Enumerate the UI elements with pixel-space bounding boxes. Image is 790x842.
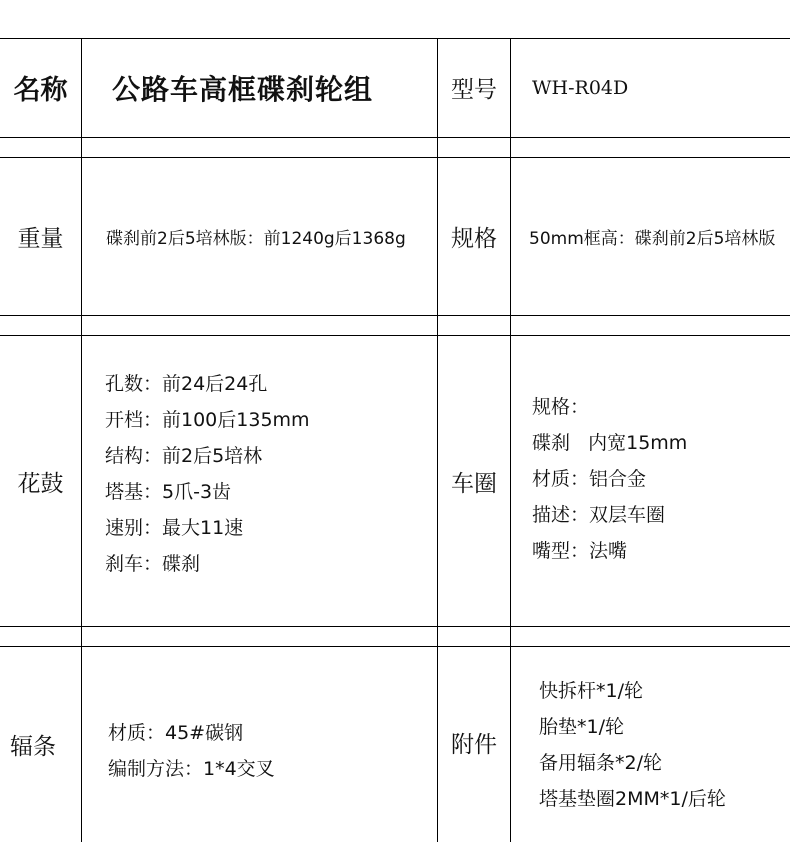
accessory-label: 附件 xyxy=(451,731,497,758)
spec-value-cell xyxy=(511,158,790,315)
hub-specs-list xyxy=(105,358,435,590)
list-item: 快拆杆*1/轮 xyxy=(539,680,643,702)
row-divider xyxy=(0,626,790,627)
list-item: 碟刹 内宽15mm xyxy=(532,432,688,454)
hub-label-cell xyxy=(0,336,81,626)
list-item: 规格： xyxy=(532,396,590,418)
list-item: 描述：双层车圈 xyxy=(532,504,666,526)
model-label: 型号 xyxy=(451,77,497,103)
list-item: 孔数：前24后24孔 xyxy=(105,373,268,395)
list-item: 速别：最大11速 xyxy=(105,517,244,539)
spec-label-cell xyxy=(438,158,510,315)
list-item: 胎垫*1/轮 xyxy=(539,716,624,738)
list-item: 结构：前2后5培林 xyxy=(105,445,263,467)
rim-label-cell xyxy=(438,336,510,626)
accessory-label-cell xyxy=(438,647,510,837)
name-value-cell xyxy=(82,38,437,137)
list-item: 开档：前100后135mm xyxy=(105,409,310,431)
name-label: 名称 xyxy=(13,75,68,106)
weight-value-cell xyxy=(82,158,437,315)
list-item: 备用辐条*2/轮 xyxy=(539,752,662,774)
row-divider xyxy=(0,646,790,647)
list-item: 材质：45#碳钢 xyxy=(108,722,244,744)
weight-label-cell xyxy=(0,158,81,315)
spec-label: 规格 xyxy=(451,226,497,252)
list-item: 嘴型：法嘴 xyxy=(532,540,628,562)
spoke-label-cell xyxy=(0,647,66,842)
list-item: 塔基：5爪-3齿 xyxy=(105,481,232,503)
spoke-label: 辐条 xyxy=(10,734,56,760)
hub-label: 花鼓 xyxy=(17,470,64,497)
row-divider xyxy=(0,137,790,138)
list-item: 塔基垫圈2MM*1/后轮 xyxy=(539,788,726,810)
weight-label: 重量 xyxy=(17,226,64,252)
model-value-cell xyxy=(511,38,790,137)
name-label-cell xyxy=(0,38,81,137)
model-number: WH-R04D xyxy=(532,76,629,99)
accessory-list xyxy=(539,673,788,817)
rim-label: 车圈 xyxy=(451,470,497,497)
model-label-cell xyxy=(438,38,510,137)
list-item: 材质：铝合金 xyxy=(532,468,647,490)
list-item: 编制方法：1*4交叉 xyxy=(108,758,275,780)
product-name: 公路车高框碟刹轮组 xyxy=(112,72,374,106)
row-divider xyxy=(0,335,790,336)
spoke-specs-list xyxy=(108,715,428,787)
row-divider xyxy=(0,315,790,316)
spec-value: 50mm框高：碟刹前2后5培林版 xyxy=(529,229,776,249)
list-item: 刹车：碟刹 xyxy=(105,553,201,575)
rim-specs-list xyxy=(532,389,788,569)
weight-value: 碟刹前2后5培林版：前1240g后1368g xyxy=(106,229,406,249)
